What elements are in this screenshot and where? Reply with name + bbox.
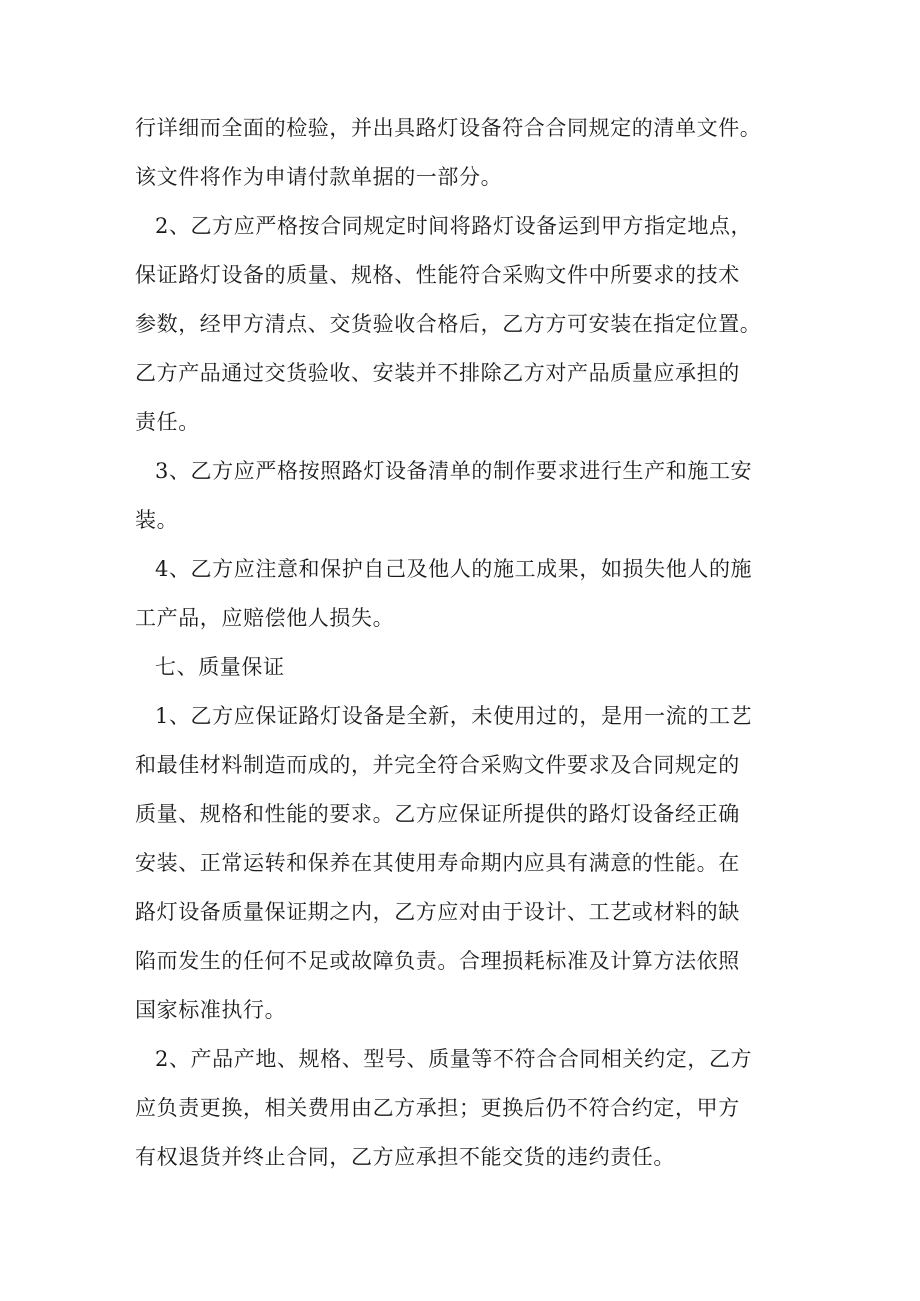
text-line: 该文件将作为申请付款单据的一部分。	[135, 165, 503, 189]
text-line: 安装、正常运转和保养在其使用寿命期内应具有满意的性能。在	[135, 851, 740, 875]
text-line: 应负责更换，相关费用由乙方承担；更换后仍不符合约定，甲方	[135, 1096, 740, 1120]
text-line: 2、产品产地、规格、型号、质量等不符合合同相关约定，乙方	[155, 1047, 753, 1071]
text-line: 2、乙方应严格按合同规定时间将路灯设备运到甲方指定地点，	[155, 214, 753, 238]
text-line: 行详细而全面的检验，并出具路灯设备符合合同规定的清单文件。	[135, 116, 762, 140]
text-line: 责任。	[135, 410, 200, 434]
text-line: 工产品，应赔偿他人损失。	[135, 606, 395, 630]
text-line: 3、乙方应严格按照路灯设备清单的制作要求进行生产和施工安	[155, 459, 753, 483]
text-line: 国家标准执行。	[135, 998, 287, 1022]
text-line: 参数，经甲方清点、交货验收合格后，乙方方可安装在指定位置。	[135, 312, 762, 336]
text-line: 陷而发生的任何不足或故障负责。合理损耗标准及计算方法依照	[135, 949, 740, 973]
text-line: 1、乙方应保证路灯设备是全新，未使用过的，是用一流的工艺	[155, 704, 753, 728]
text-line: 和最佳材料制造而成的，并完全符合采购文件要求及合同规定的	[135, 753, 740, 777]
text-line: 有权退货并终止合同，乙方应承担不能交货的违约责任。	[135, 1145, 675, 1169]
text-line: 质量、规格和性能的要求。乙方应保证所提供的路灯设备经正确	[135, 802, 740, 826]
text-line: 乙方产品通过交货验收、安装并不排除乙方对产品质量应承担的	[135, 361, 740, 385]
text-line: 4、乙方应注意和保护自己及他人的施工成果，如损失他人的施	[155, 557, 753, 581]
text-line: 路灯设备质量保证期之内，乙方应对由于设计、工艺或材料的缺	[135, 900, 740, 924]
text-line: 保证路灯设备的质量、规格、性能符合采购文件中所要求的技术	[135, 263, 740, 287]
section-heading: 七、质量保证	[155, 655, 285, 679]
text-line: 装。	[135, 508, 179, 532]
